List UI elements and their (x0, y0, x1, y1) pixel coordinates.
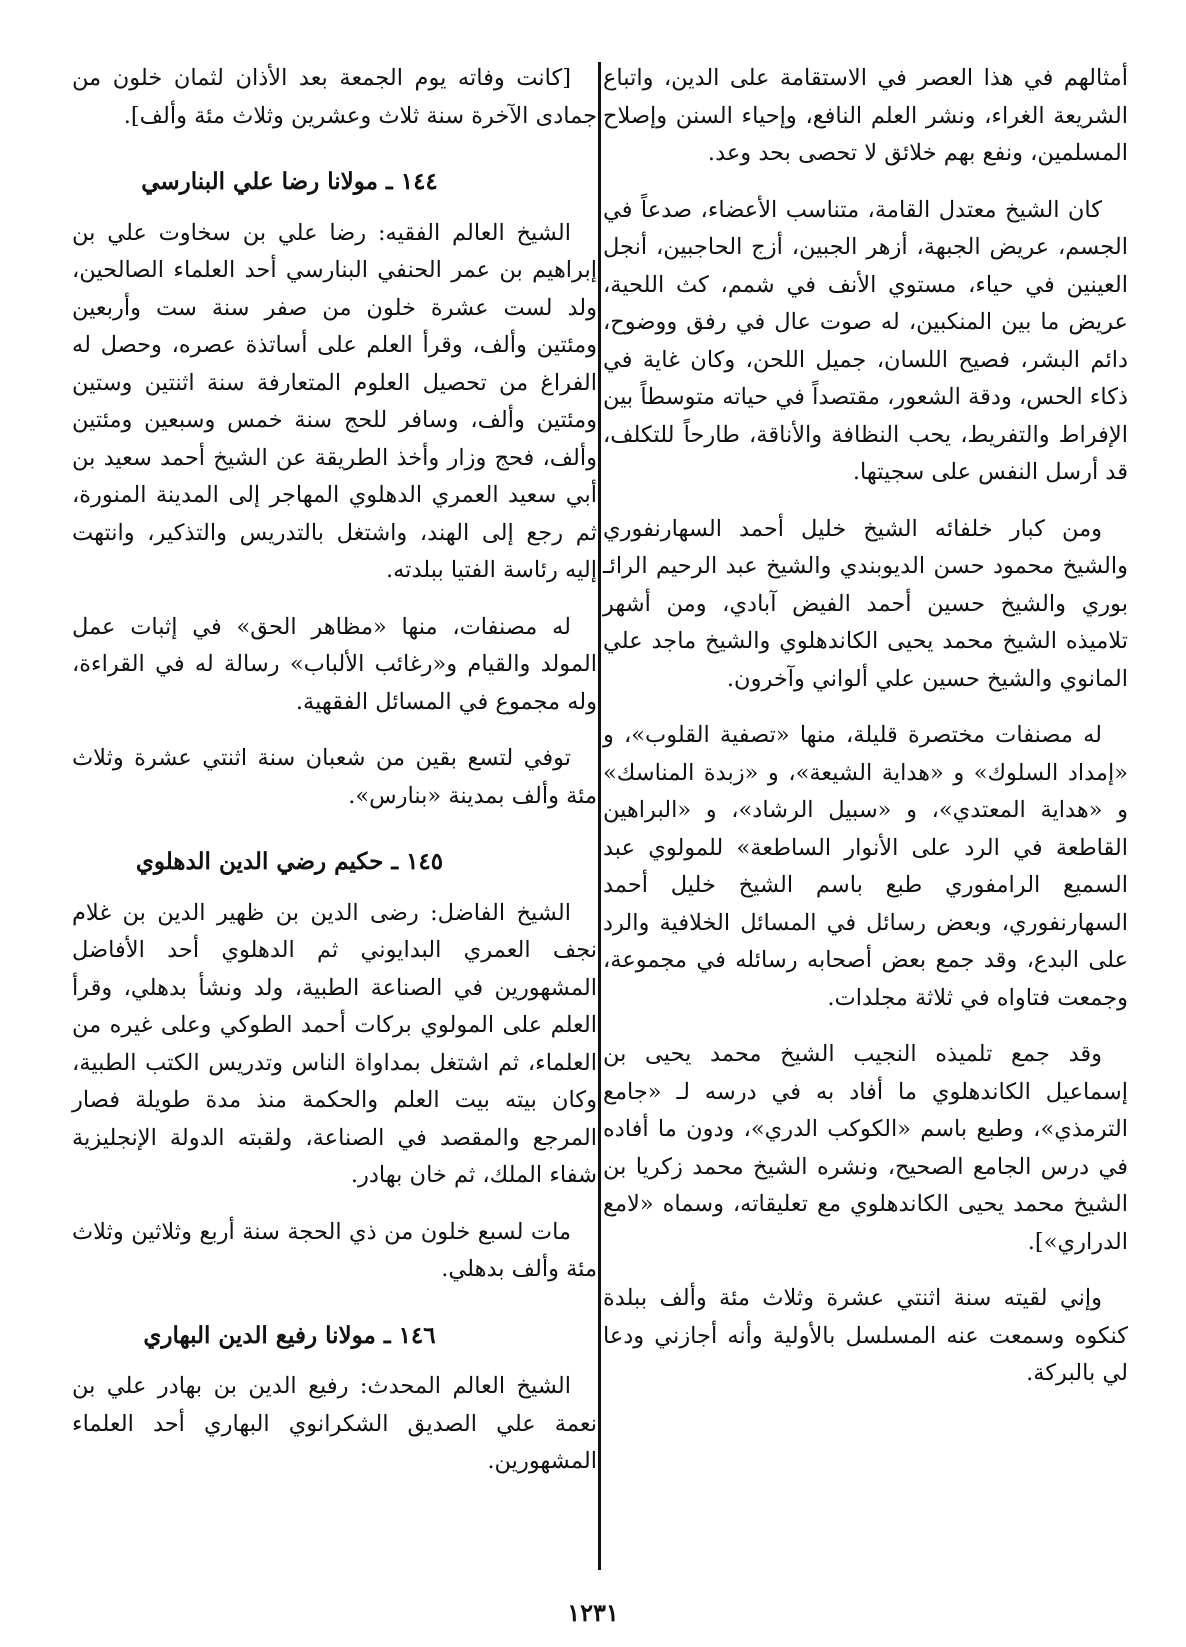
paragraph: وإني لقيته سنة اثنتي عشرة وثلاث مئة وألف ببلدة كنكوه وسمعت عنه المسلسل بالأولية وأنه أجازني ودعا لي بالبركة. (603, 1285, 1128, 1386)
paragraph: كان الشيخ معتدل القامة، متناسب الأعضاء، صدعاً في الجسم، عريض الجبهة، أزهر الجبين، أزج الحاجبين، أنجل العينين في حياء، مستوي الأنف في شمم، كث اللحية، عريض ما بين المنكبين، له صوت عال في رفق ووضوح، دائم البشر، فصيح اللسان، جميل اللحن، وكان غاية في ذكاء الحس، ودقة الشعور، مقتصداً في حياته متوسطاً بين الإفراط والتفريط، يحب النظافة والأناقة، طارحاً للتكلف، قد أرسل النفس على سجيتها. (603, 196, 1128, 485)
paragraph: توفي لتسع بقين من شعبان سنة اثنتي عشرة وثلاث مئة وألف بمدينة «بنارس». (72, 745, 597, 809)
right-column (603, 60, 1128, 1412)
paragraph: وقد جمع تلميذه النجيب الشيخ محمد يحيى بن إسماعيل الكاندهلوي ما أفاد به في درسه لـ «جامع الترمذي»، وطبع باسم «الكوكب الدري»، ودون ما أفاده في درس الجامع الصحيح، ونشره الشيخ محمد زكريا بن الشيخ محمد يحيى الكاندهلوي مع تعليقاته، وسماه «لامع الدراري»]. (603, 1041, 1128, 1255)
left-column (72, 60, 597, 1500)
paragraph: له مصنفات مختصرة قليلة، منها «تصفية القلوب»، و «إمداد السلوك» و «هداية الشيعة»، و «زبدة المناسك» و «هداية المعتدي»، و «سبيل الرشاد»، و «البراهين القاطعة في الرد على الأنوار الساطعة» للمولوي عبد السميع الرامفوري طبع باسم الشيخ خليل أحمد السهارنفوري، وبعض رسائل في المسائل الخلافية والرد على البدع، وقد جمع بعض أصحابه رسائله في مجموعة، وجمعت فتاواه في ثلاثة مجلدات. (603, 722, 1128, 1011)
paragraph: له مصنفات، منها «مظاهر الحق» في إثبات عمل المولد والقيام و«رغائب الألباب» رسالة له في القراءة، وله مجموع في المسائل الفقهية. (72, 613, 597, 715)
entry-heading-145: ١٤٥ ـ حكيم رضي الدين الدهلوي (135, 848, 444, 875)
paragraph: أمثالهم في هذا العصر في الاستقامة على الدين، واتباع الشريعة الغراء، ونشر العلم النافع، وإحياء السنن وإصلاح المسلمين، ونفع بهم خلائق لا تحصى بحد وعد. (603, 65, 1128, 166)
paragraph: الشيخ العالم الفقيه: رضا علي بن سخاوت علي بن إبراهيم بن عمر الحنفي البنارسي أحد العلماء الصالحين، ولد لست عشرة خلون من صفر سنة ست وأربعين ومئتين وألف، وقرأ العلم على أساتذة عصره، وحصل له الفراغ من تحصيل العلوم المتعارفة سنة اثنتين وستين ومئتين وألف، وسافر للحج سنة خمس وسبعين ومئتين وألف، فحج وزار وأخذ الطريقة عن الشيخ أحمد سعيد بن أبي سعيد العمري الدهلوي المهاجر إلى المدينة المنورة، ثم رجع إلى الهند، واشتغل بالتدريس والتذكير، وانتهت إليه رئاسة الفتيا ببلدته. (72, 219, 597, 583)
paragraph: مات لسبع خلون من ذي الحجة سنة أربع وثلاثين وثلاث مئة وألف بدهلي. (72, 1218, 597, 1282)
entry-heading-146: ١٤٦ ـ مولانا رفيع الدين البهاري (143, 1321, 436, 1349)
page-number: ١٢٣١ (567, 1598, 619, 1627)
paragraph: ومن كبار خلفائه الشيخ خليل أحمد السهارنفوري والشيخ محمود حسن الديوبندي والشيخ عبد الرحيم الرائـ بوري والشيخ حسين أحمد الفيض آبادي، ومن أشهر تلاميذه الشيخ محمد يحيى الكاندهلوي والشيخ ماجد علي المانوي والشيخ حسين علي ألواني وآخرون. (603, 515, 1128, 692)
paragraph: الشيخ الفاضل: رضى الدين بن ظهير الدين بن غلام نجف العمري البدايوني ثم الدهلوي أحد الأفاضل المشهورين في الصناعة الطبية، ولد ونشأ بدهلي، وقرأ العلم على المولوي بركات أحمد الطوكي وعلى غيره من العلماء، ثم اشتغل بمداواة الناس وتدريس الكتب الطبية، وكان بيته بيت العلم والحكمة منذ مدة طويلة فصار المرجع والمقصد في الصناعة، ولقبته الدولة الإنجليزية شفاء الملك، ثم خان بهادر. (72, 899, 597, 1188)
intro-paragraph: [كانت وفاته يوم الجمعة بعد الأذان لثمان خلون من جمادى الآخرة سنة ثلاث وعشرين وثلاث مئة وألف]. (72, 65, 597, 129)
entry-heading-144: ١٤٤ ـ مولانا رضا علي البنارسي (141, 168, 438, 195)
column-divider (598, 62, 601, 1570)
paragraph: الشيخ العالم المحدث: رفيع الدين بن بهادر علي بن نعمة علي الصديق الشكرانوي البهاري أحد العلماء المشهورين. (72, 1373, 597, 1474)
